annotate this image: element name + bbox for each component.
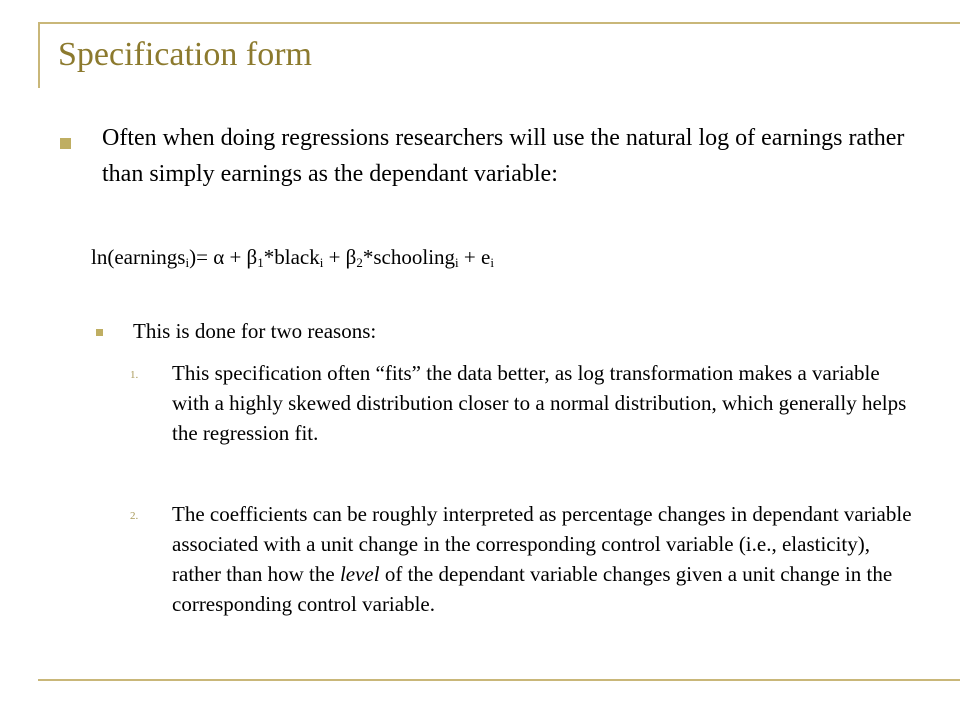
list-item-text-part: The coefficients can be roughly interpreted as percentage changes in dependant variable associated with a unit change in the corresponding control variable (i.e., elasticity), rather than how the [172,502,912,586]
slide-title: Specification form [58,36,312,73]
formula-subscript: i [455,255,459,270]
regression-formula [91,242,494,272]
formula-subscript: 1 [257,255,264,270]
formula-subscript: 2 [356,255,363,270]
formula-part: + e [458,245,491,269]
list-number: 2. [130,510,139,522]
list-item-text [172,499,922,619]
formula-subscript: i [490,255,494,270]
formula-part: *black [263,245,320,269]
formula-part: + β [323,245,357,269]
bullet-square-icon [60,138,71,149]
formula-part: ln(earnings [91,245,186,269]
formula-part: )= α + β [189,245,258,269]
bottom-rule [38,679,960,681]
top-rule [38,22,960,24]
sub-bullet-text: This is done for two reasons: [133,319,377,343]
list-item-text: This specification often “fits” the data better, as log transformation makes a variable with a highly skewed distribution closer to a normal distribution, which generally helps the regression fit. [172,361,907,445]
main-bullet-text: Often when doing regressions researchers will use the natural log of earnings rather than simply earnings as the dependant variable: [102,125,905,187]
formula-subscript: i [185,255,190,270]
left-rule [38,22,40,88]
sub-bullet-square-icon [96,329,103,336]
formula-part: *schooling [362,245,456,269]
list-item-text-part: of the dependant variable changes given a unit change in the corresponding control variable. [172,562,893,616]
list-number: 1. [130,369,139,381]
formula-subscript: i [319,255,324,270]
list-item-emphasis: level [339,562,380,586]
